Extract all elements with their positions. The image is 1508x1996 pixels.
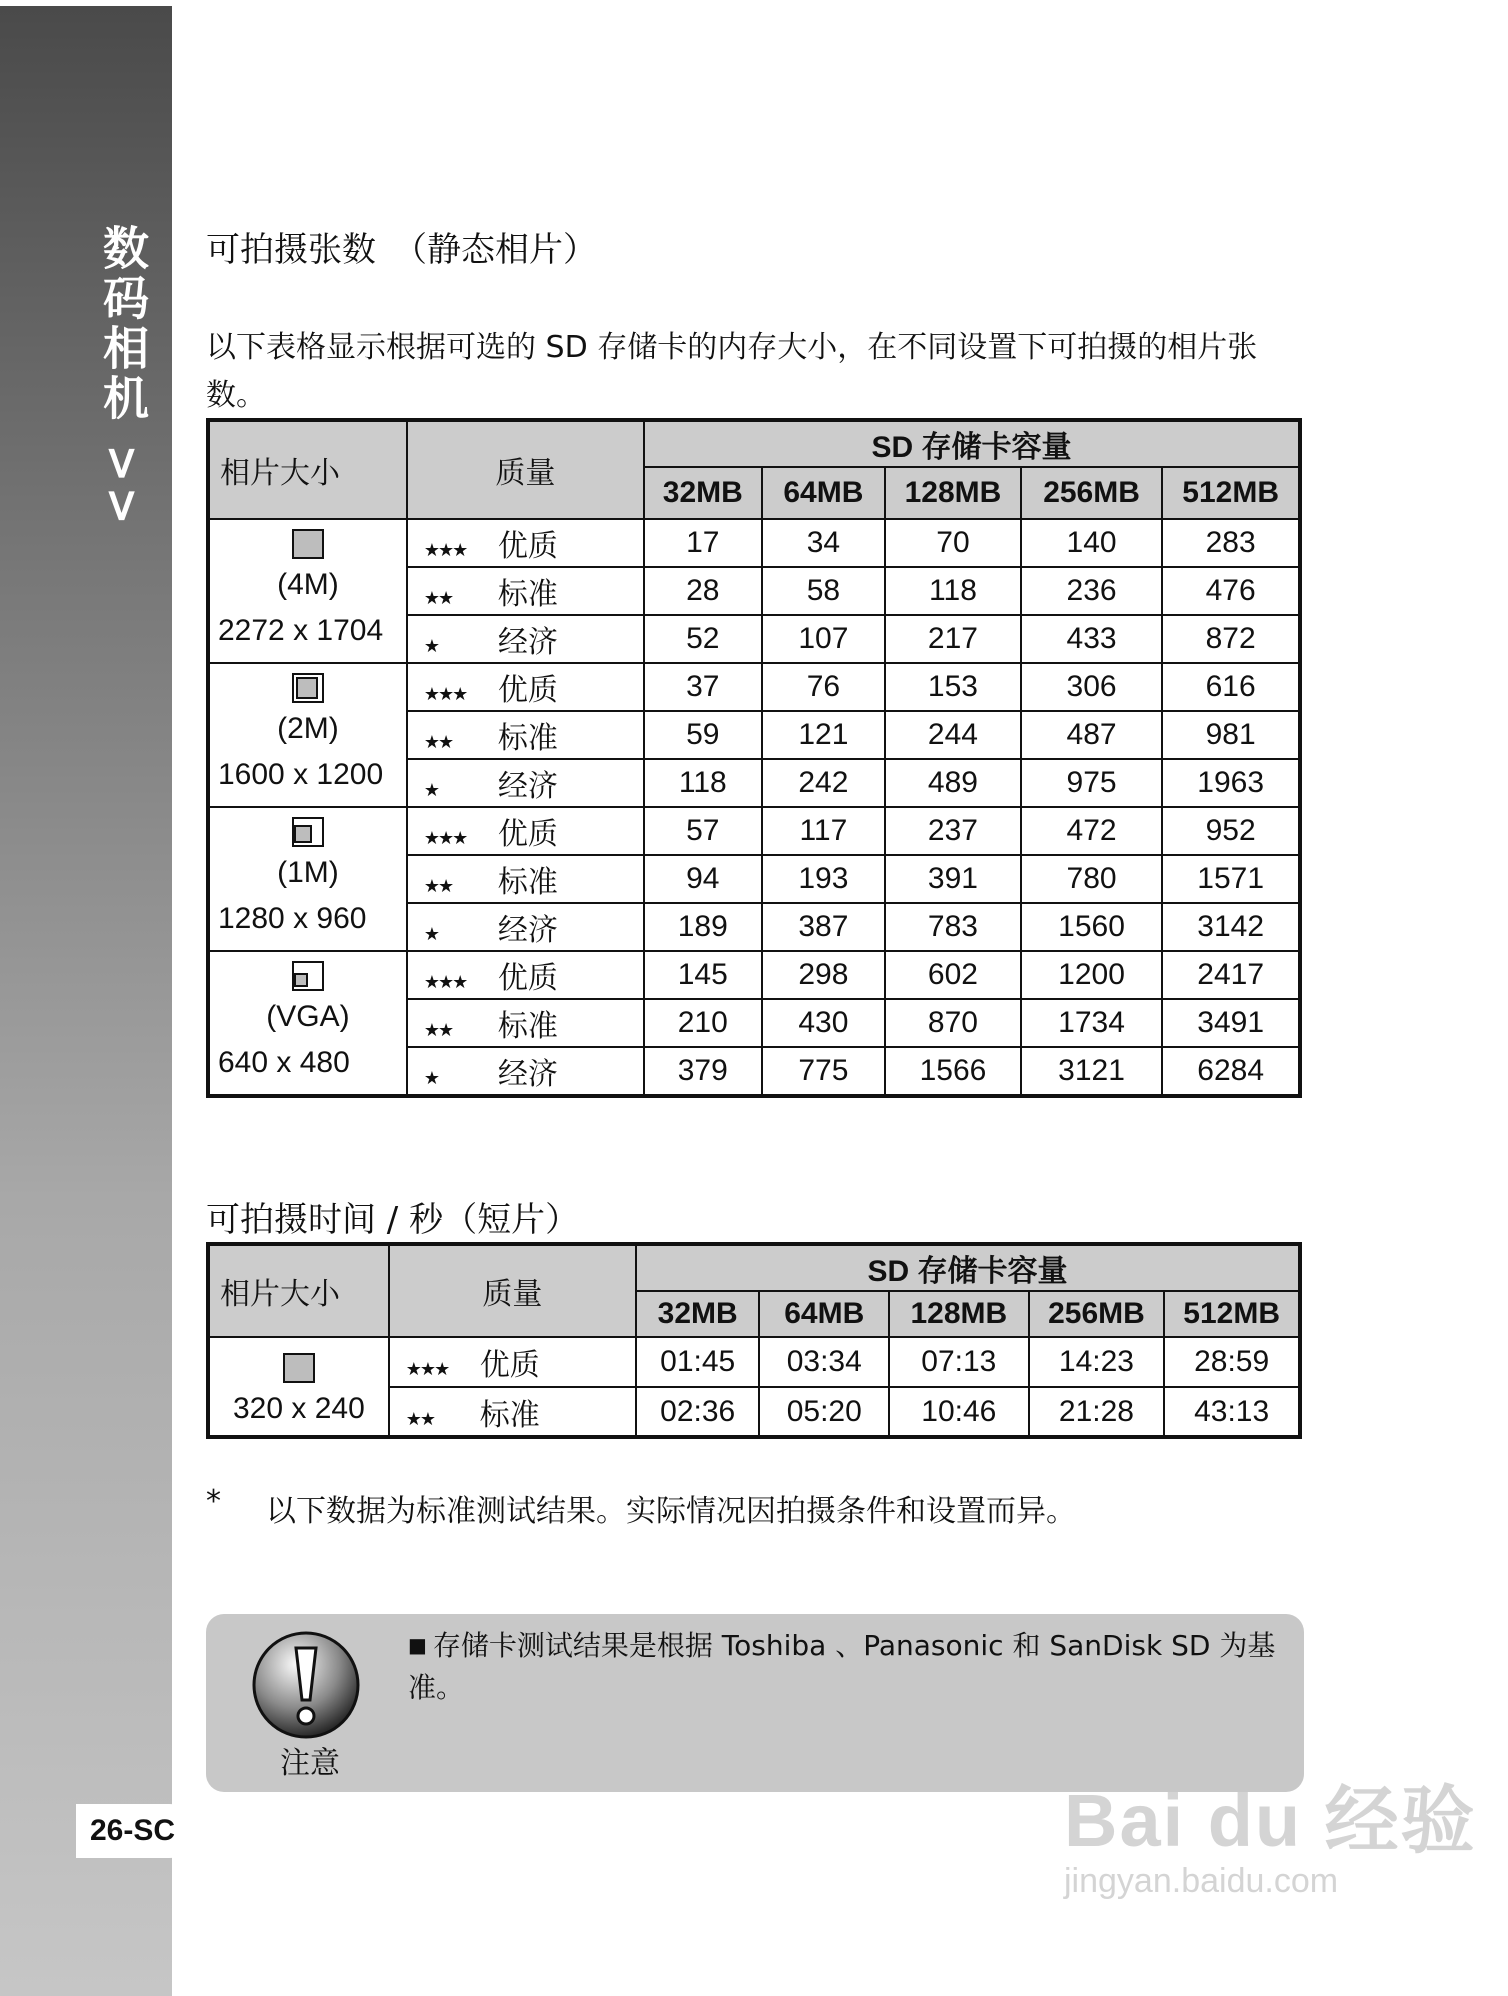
capacity-value: 952	[1162, 807, 1300, 855]
capacity-value: 236	[1021, 567, 1163, 615]
capacity-value: 283	[1162, 519, 1300, 567]
resolution-label: 1600 x 1200	[218, 758, 384, 791]
quality-label: 经济	[497, 913, 558, 948]
header-quality: 质量	[407, 420, 644, 519]
header-sd-capacity: SD 存储卡容量	[644, 420, 1300, 467]
resolution-label: 640 x 480	[218, 1046, 350, 1079]
quality-stars: ★★	[423, 588, 453, 609]
quality-stars: ★★	[423, 876, 453, 897]
video-col-32mb: 32MB	[636, 1291, 760, 1337]
header-col-32mb: 32MB	[644, 467, 762, 519]
quality-cell-standard	[407, 711, 644, 759]
quality-stars: ★★★	[405, 1359, 449, 1380]
table-row	[208, 663, 1300, 711]
header-col-64mb: 64MB	[762, 467, 886, 519]
watermark-url: jingyan.baidu.com	[1064, 1862, 1339, 1900]
capacity-value: 391	[885, 855, 1021, 903]
capacity-value: 28	[644, 567, 762, 615]
capacity-value: 237	[885, 807, 1021, 855]
quality-label: 优质	[497, 529, 558, 564]
quality-cell-economy	[407, 903, 644, 951]
quality-stars: ★	[423, 636, 438, 657]
video-resolution-label: 320 x 240	[233, 1392, 365, 1425]
capacity-value: 487	[1021, 711, 1163, 759]
capacity-value: 430	[762, 999, 886, 1047]
size-label: (VGA)	[266, 1000, 350, 1033]
capacity-value: 242	[762, 759, 886, 807]
capacity-value: 306	[1021, 663, 1163, 711]
quality-cell-high	[407, 951, 644, 999]
capacity-value: 1571	[1162, 855, 1300, 903]
quality-label: 标准	[497, 577, 558, 612]
capacity-value: 34	[762, 519, 886, 567]
capacity-value: 6284	[1162, 1047, 1300, 1096]
section-title-video: 可拍摄时间 / 秒（短片）	[206, 1200, 580, 1240]
quality-stars: ★★	[423, 732, 453, 753]
quality-cell-economy	[407, 615, 644, 663]
quality-label: 优质	[497, 961, 558, 996]
capacity-value: 489	[885, 759, 1021, 807]
video-capacity-table	[206, 1242, 1302, 1439]
capacity-value: 3491	[1162, 999, 1300, 1047]
capacity-value: 379	[644, 1047, 762, 1096]
capacity-value: 1566	[885, 1047, 1021, 1096]
quality-label: 优质	[497, 673, 558, 708]
quality-label: 经济	[497, 625, 558, 660]
quality-label: 标准	[497, 721, 558, 756]
quality-stars: ★★★	[423, 684, 467, 705]
capacity-value: 387	[762, 903, 886, 951]
capacity-value: 118	[644, 759, 762, 807]
capacity-value: 870	[885, 999, 1021, 1047]
capacity-value: 58	[762, 567, 886, 615]
capacity-value: 118	[885, 567, 1021, 615]
quality-label: 经济	[497, 769, 558, 804]
image-size-1m-icon	[291, 816, 325, 848]
capacity-value: 2417	[1162, 951, 1300, 999]
capacity-value: 775	[762, 1047, 886, 1096]
quality-label: 标准	[497, 865, 558, 900]
video-size-icon	[282, 1352, 316, 1384]
capacity-value: 981	[1162, 711, 1300, 759]
header-col-128mb: 128MB	[885, 467, 1021, 519]
capacity-value: 1734	[1021, 999, 1163, 1047]
note-text	[408, 1624, 1288, 1709]
size-label: (4M)	[277, 568, 339, 601]
capacity-value: 145	[644, 951, 762, 999]
warning-icon	[250, 1630, 362, 1740]
quality-cell-standard	[407, 567, 644, 615]
capacity-value: 140	[1021, 519, 1163, 567]
capacity-value: 433	[1021, 615, 1163, 663]
capacity-value: 472	[1021, 807, 1163, 855]
duration-value: 10:46	[889, 1387, 1029, 1437]
duration-value: 02:36	[636, 1387, 760, 1437]
capacity-value: 153	[885, 663, 1021, 711]
header-col-512mb: 512MB	[1162, 467, 1300, 519]
quality-cell-high	[407, 807, 644, 855]
footnote-marker: *	[206, 1484, 221, 1519]
duration-value: 01:45	[636, 1337, 760, 1387]
size-cell	[208, 663, 407, 807]
page-number: 26-SC	[76, 1804, 196, 1858]
quality-stars: ★★	[405, 1408, 435, 1430]
capacity-value: 52	[644, 615, 762, 663]
header-video-quality: 质量	[389, 1244, 636, 1337]
video-size-cell	[208, 1337, 389, 1437]
duration-value: 07:13	[889, 1337, 1029, 1387]
header-video-sd-capacity: SD 存储卡容量	[636, 1244, 1300, 1291]
capacity-value: 70	[885, 519, 1021, 567]
capacity-value: 37	[644, 663, 762, 711]
quality-stars: ★★★	[423, 540, 467, 561]
quality-label: 优质	[497, 817, 558, 852]
quality-stars: ★	[423, 1068, 438, 1089]
video-col-64mb: 64MB	[759, 1291, 889, 1337]
capacity-value: 189	[644, 903, 762, 951]
quality-stars: ★	[423, 780, 438, 801]
quality-label: 标准	[497, 1009, 558, 1044]
quality-label: 优质	[479, 1348, 540, 1383]
quality-cell-economy	[407, 759, 644, 807]
resolution-label: 1280 x 960	[218, 902, 367, 935]
note-label: 注意	[280, 1746, 340, 1781]
capacity-value: 780	[1021, 855, 1163, 903]
quality-stars: ★★★	[423, 972, 467, 993]
capacity-value: 602	[885, 951, 1021, 999]
sidebar-title: 数码相机 >>	[96, 224, 150, 530]
image-size-4m-icon	[291, 528, 325, 560]
watermark-brand: Bai du 经验	[1064, 1779, 1477, 1862]
video-quality-cell-high	[389, 1337, 636, 1387]
capacity-value: 244	[885, 711, 1021, 759]
quality-cell-economy	[407, 1047, 644, 1096]
capacity-value: 210	[644, 999, 762, 1047]
quality-label: 标准	[479, 1397, 540, 1433]
video-col-256mb: 256MB	[1029, 1291, 1165, 1337]
resolution-label: 2272 x 1704	[218, 614, 384, 647]
capacity-value: 76	[762, 663, 886, 711]
photo-capacity-table	[206, 418, 1302, 1098]
capacity-value: 783	[885, 903, 1021, 951]
size-label: (2M)	[277, 712, 339, 745]
table-row	[208, 519, 1300, 567]
quality-cell-standard	[407, 999, 644, 1047]
footnote-text: 以下数据为标准测试结果。实际情况因拍摄条件和设置而异。	[266, 1494, 1076, 1529]
video-quality-cell-standard	[389, 1387, 636, 1437]
capacity-value: 57	[644, 807, 762, 855]
quality-cell-standard	[407, 855, 644, 903]
capacity-value: 872	[1162, 615, 1300, 663]
size-cell	[208, 951, 407, 1096]
quality-stars: ★★	[423, 1020, 453, 1041]
capacity-value: 107	[762, 615, 886, 663]
capacity-value: 1200	[1021, 951, 1163, 999]
image-size-vga-icon	[291, 960, 325, 992]
table-row	[208, 951, 1300, 999]
header-photo-size: 相片大小	[208, 420, 407, 519]
capacity-value: 59	[644, 711, 762, 759]
capacity-value: 117	[762, 807, 886, 855]
capacity-value: 1560	[1021, 903, 1163, 951]
capacity-value: 193	[762, 855, 886, 903]
quality-cell-high	[407, 663, 644, 711]
capacity-value: 616	[1162, 663, 1300, 711]
quality-stars: ★★★	[423, 828, 467, 849]
capacity-value: 17	[644, 519, 762, 567]
header-video-size: 相片大小	[208, 1244, 389, 1337]
section-title-still-photos: 可拍摄张数 （静态相片）	[206, 230, 597, 270]
video-col-512mb: 512MB	[1164, 1291, 1300, 1337]
duration-value: 14:23	[1029, 1337, 1165, 1387]
baidu-watermark	[1064, 1762, 1477, 1901]
quality-cell-high	[407, 519, 644, 567]
duration-value: 05:20	[759, 1387, 889, 1437]
capacity-value: 121	[762, 711, 886, 759]
duration-value: 28:59	[1164, 1337, 1300, 1387]
table-row	[208, 1337, 1300, 1387]
capacity-value: 975	[1021, 759, 1163, 807]
quality-stars: ★	[423, 924, 438, 945]
size-label: (1M)	[277, 856, 339, 889]
sidebar	[0, 6, 172, 1996]
duration-value: 03:34	[759, 1337, 889, 1387]
quality-label: 经济	[497, 1057, 558, 1092]
image-size-2m-icon	[291, 672, 325, 704]
capacity-value: 3121	[1021, 1047, 1163, 1096]
capacity-value: 3142	[1162, 903, 1300, 951]
video-col-128mb: 128MB	[889, 1291, 1029, 1337]
duration-value: 43:13	[1164, 1387, 1300, 1437]
capacity-value: 298	[762, 951, 886, 999]
size-cell	[208, 519, 407, 663]
note-bullet: ■	[408, 1633, 427, 1657]
size-cell	[208, 807, 407, 951]
duration-value: 21:28	[1029, 1387, 1165, 1437]
header-col-256mb: 256MB	[1021, 467, 1163, 519]
table-row	[208, 807, 1300, 855]
capacity-value: 1963	[1162, 759, 1300, 807]
capacity-value: 217	[885, 615, 1021, 663]
capacity-value: 94	[644, 855, 762, 903]
note-content: 存储卡测试结果是根据 Toshiba 、Panasonic 和 SanDisk SD 为基准。	[408, 1629, 1276, 1704]
intro-paragraph: 以下表格显示根据可选的 SD 存储卡的内存大小，在不同设置下可拍摄的相片张数。	[206, 330, 1258, 413]
capacity-value: 476	[1162, 567, 1300, 615]
